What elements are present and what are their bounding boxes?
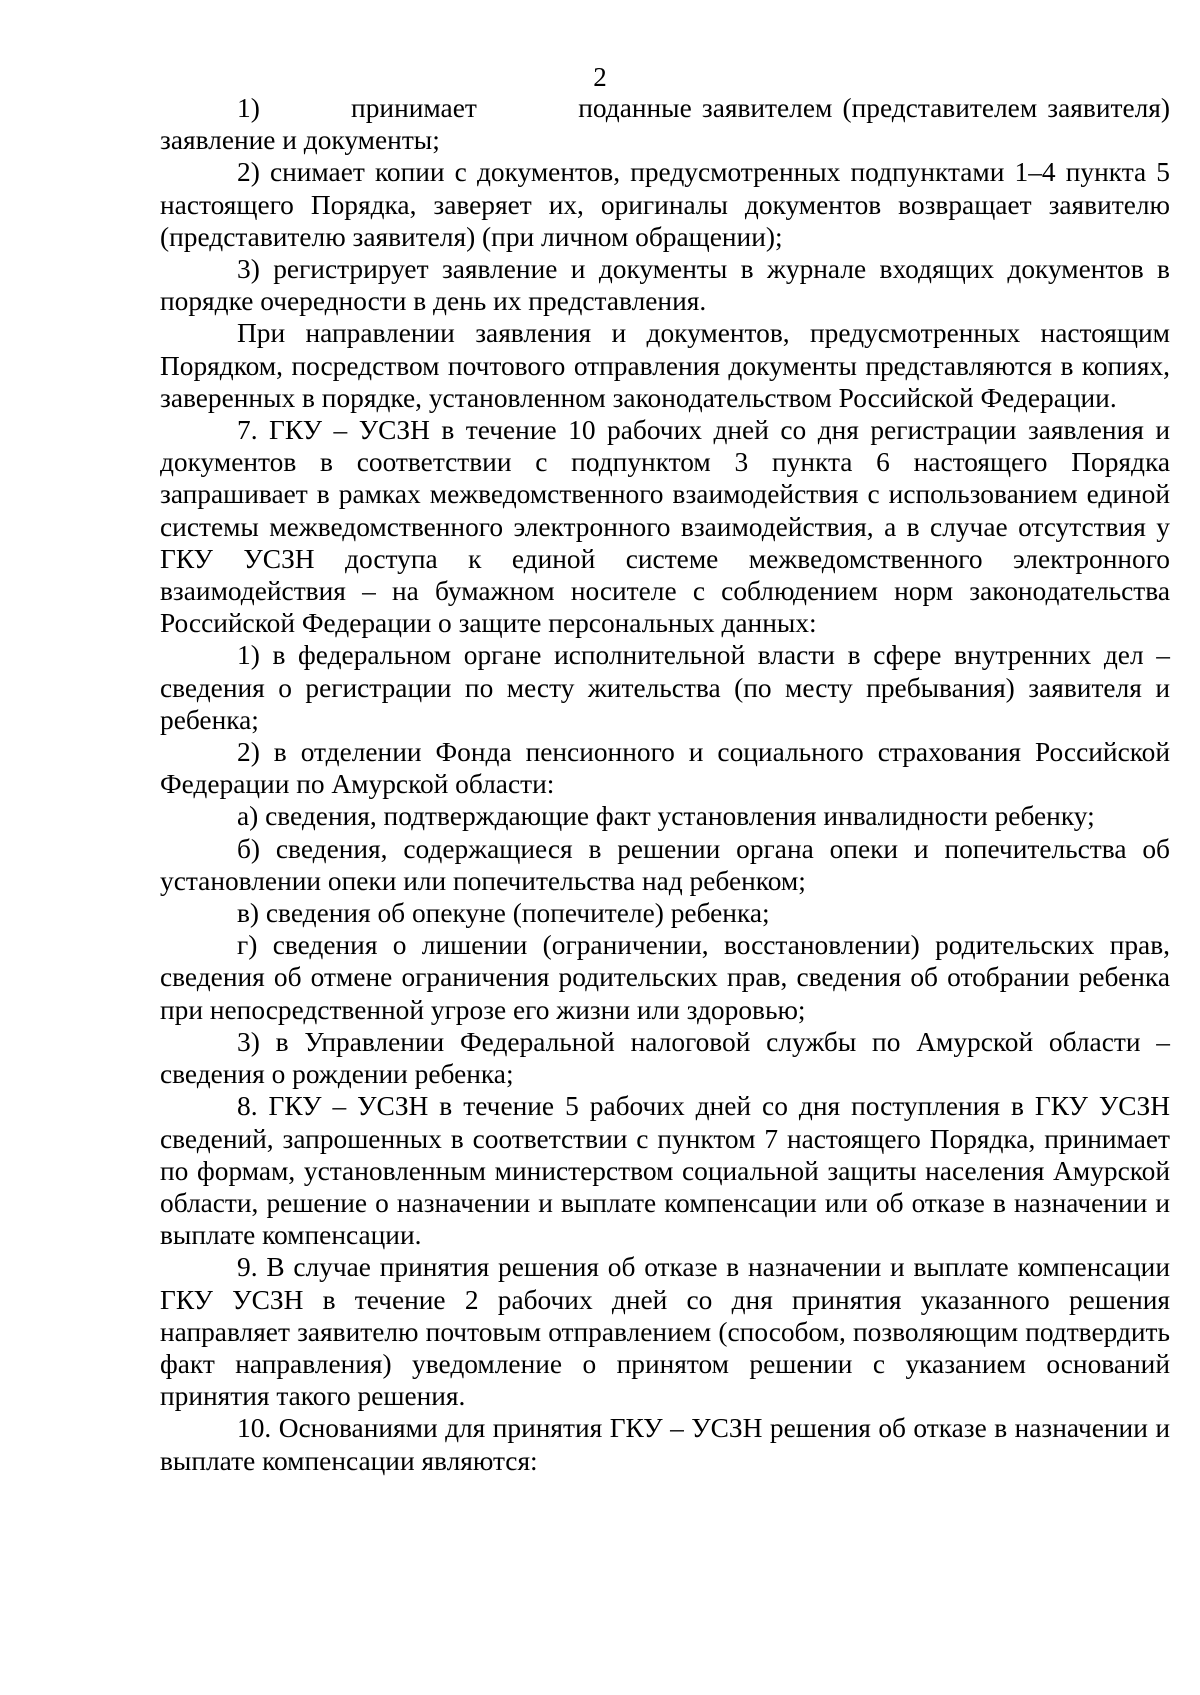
paragraph-clause-7-item-2b: б) сведения, содержащиеся в решении органа опеки и попечительства об установлении опеки или попечительства над ребенком;: [160, 833, 1170, 896]
paragraph-postal-submission: При направлении заявления и документов, предусмотренных настоящим Порядком, посредством почтового отправления документы представляются в копиях, заверенных в порядке, установленном законодательством Российской Федерации.: [160, 318, 1170, 413]
paragraph-item-1-accepts: 1) принимает поданные заявителем (представителем заявителя) заявление и документы;: [160, 93, 1170, 156]
paragraph-clause-7-item-1: 1) в федеральном органе исполнительной власти в сфере внутренних дел – сведения о регистрации по месту жительства (по месту пребывания) заявителя и ребенка;: [160, 640, 1170, 735]
page-number: 2: [593, 62, 607, 92]
paragraph-clause-10: 10. Основаниями для принятия ГКУ – УСЗН решения об отказе в назначении и выплате компенсации являются:: [160, 1413, 1170, 1476]
paragraph-clause-7-item-2: 2) в отделении Фонда пенсионного и социального страхования Российской Федерации по Амурской области:: [160, 737, 1170, 800]
paragraph-item-3-registers: 3) регистрирует заявление и документы в журнале входящих документов в порядке очередности в день их представления.: [160, 254, 1170, 317]
paragraph-clause-7-item-2a: а) сведения, подтверждающие факт установления инвалидности ребенку;: [237, 801, 1095, 832]
paragraph-clause-9: 9. В случае принятия решения об отказе в назначении и выплате компенсации ГКУ УСЗН в течение 2 рабочих дней со дня принятия указанного решения направляет заявителю почтовым отправлением (способом, позволяющим подтвердить факт направления) уведомление о принятом решении с указанием оснований принятия такого решения.: [160, 1252, 1170, 1412]
paragraph-clause-7-item-2v: в) сведения об опекуне (попечителе) ребенка;: [237, 898, 770, 929]
paragraph-clause-7: 7. ГКУ – УСЗН в течение 10 рабочих дней со дня регистрации заявления и документов в соответствии с подпунктом 3 пункта 6 настоящего Порядка запрашивает в рамках межведомственного взаимодействия с использованием единой системы межведомственного электронного взаимодействия, а в случае отсутствия у ГКУ УСЗН доступа к единой системе межведомственного электронного взаимодействия – на бумажном носителе с соблюдением норм законодательства Российской Федерации о защите персональных данных:: [160, 415, 1170, 639]
paragraph-clause-7-item-2g: г) сведения о лишении (ограничении, восстановлении) родительских прав, сведения об отмене ограничения родительских прав, сведения об отобрании ребенка при непосредственной угрозе его жизни или здоровью;: [160, 930, 1170, 1025]
document-body: [160, 92, 1170, 1477]
paragraph-item-2-copies: 2) снимает копии с документов, предусмотренных подпунктами 1–4 пункта 5 настоящего Порядка, заверяет их, оригиналы документов возвращает заявителю (представителю заявителя) (при личном обращении);: [160, 157, 1170, 252]
paragraph-clause-8: 8. ГКУ – УСЗН в течение 5 рабочих дней со дня поступления в ГКУ УСЗН сведений, запрошенных в соответствии с пунктом 7 настоящего Порядка, принимает по формам, установленным министерством социальной защиты населения Амурской области, решение о назначении и выплате компенсации или об отказе в назначении и выплате компенсации.: [160, 1091, 1170, 1251]
paragraph-clause-7-item-3: 3) в Управлении Федеральной налоговой службы по Амурской области – сведения о рождении ребенка;: [160, 1026, 1170, 1090]
